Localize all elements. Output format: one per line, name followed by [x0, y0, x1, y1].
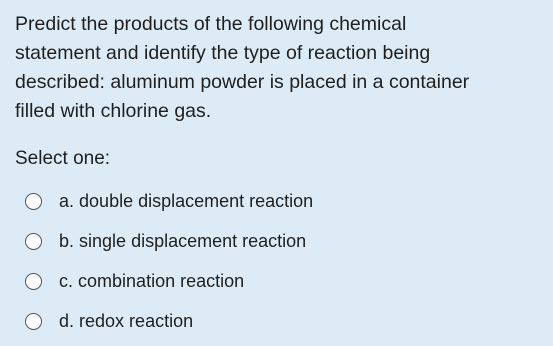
option-letter: c. — [59, 271, 74, 291]
question-line: statement and identify the type of reaction being — [15, 42, 431, 64]
option-text: combination reaction — [78, 271, 245, 291]
question-line: described: aluminum powder is placed in a container — [15, 71, 470, 93]
option-letter: b. — [59, 231, 75, 251]
option-c[interactable] — [25, 266, 244, 296]
option-c-label — [59, 269, 244, 293]
select-one-label: Select one: — [15, 148, 111, 169]
option-d[interactable] — [25, 306, 193, 336]
radio-button-c[interactable] — [25, 273, 42, 290]
question-text — [15, 10, 545, 126]
option-letter: a. — [59, 191, 75, 211]
option-b-label — [59, 229, 306, 253]
option-d-label — [59, 309, 193, 333]
option-b[interactable] — [25, 226, 306, 256]
question-line: Predict the products of the following chemical — [15, 13, 407, 35]
radio-button-a[interactable] — [25, 193, 42, 210]
option-text: single displacement reaction — [79, 231, 307, 251]
question-line: filled with chlorine gas. — [15, 100, 212, 122]
option-text: double displacement reaction — [79, 191, 314, 211]
option-letter: d. — [59, 311, 75, 331]
option-text: redox reaction — [79, 311, 194, 331]
option-a[interactable] — [25, 186, 313, 216]
radio-button-d[interactable] — [25, 313, 42, 330]
option-a-label — [59, 189, 313, 213]
radio-button-b[interactable] — [25, 233, 42, 250]
